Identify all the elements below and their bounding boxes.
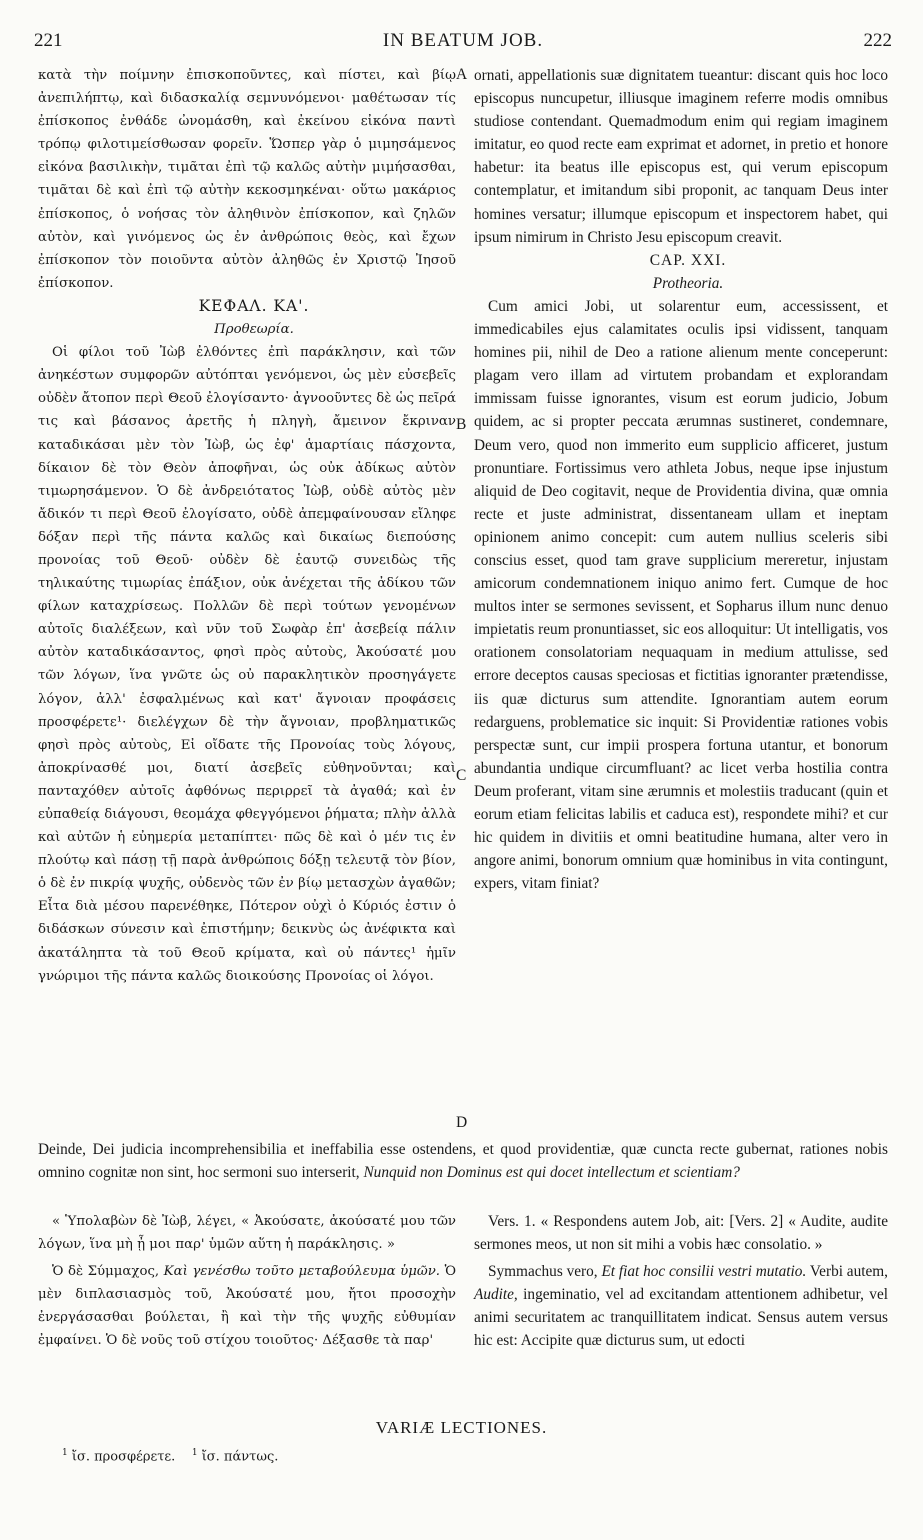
latin-symmachus-mid: Verbi autem, [806,1263,888,1281]
full-width-italic-quote: Nunquid non Dominus est qui docet intellectum et scientiam? [363,1164,740,1182]
footnote-1-text: ἴσ. προσφέρετε. [71,1449,176,1465]
margin-marker-a: A [456,66,468,83]
variae-lectiones-heading: VARIÆ LECTIONES. [375,1418,548,1437]
footnote-1-number: 1 [62,1448,68,1458]
greek-symmachus-quote: Καὶ γενέσθω τοῦτο μεταβούλευμα ὑμῶν. [163,1264,441,1280]
greek-verse-paragraph: « Ὑπολαβὼν δὲ Ἰὼβ, λέγει, « Ἀκούσατε, ἀκούσατέ μου τῶν λόγων, ἵνα μὴ ᾖ μοι παρ' ὑμῶν αὕτη ἡ παράκλησις. » [38,1214,456,1253]
latin-chapter-heading: CAP. XXI. [649,251,727,269]
running-header [34,30,892,60]
greek-chapter-subtitle: Προθεωρία. [214,322,294,338]
margin-marker-b: B [456,416,467,433]
latin-main-paragraph: Cum amici Jobi, ut solarentur eum, accessissent, et immedicabiles ejus calamitates oculis ipsi vidissent, tanquam homines pii, nihil de Deo a ratione alienum mente conceperunt: plagam vero illam ad virtutem probandam et explorandam immissam fuisse ignorantes, visum est eorum judicio, Jobum quidem, ac si propter peccata ærumnas sustineret, condemnare, Deum vero, quod non immerito eum supplicio afficeret, justum pronuntiare. Fortissimus vero athleta Jobus, neque ipse injustum aliquid de Deo cogitavit, neque de Providentia divina, quæ omnia recte et juste administrat, dissentaneam ullam et ineptam opinionem animo concepit: cum autem nullius sceleris sibi conscius esset, quod tam grave supplicium mereretur, injustam amicorum condemnationem iniquo animo fert. Cumque de hoc multos inter se sermones sevissent, et Sopharus illum nunc denuo impietatis reum pronuntiasset, sic eos alloquitur: Ut intelligatis, vos orationem consolatoriam nequaquam in medium attulisse, sed errore deceptos causas speciosas et fictitias ignoranter prætendisse, iis quæ dicturus sum attendite. Ignorantiam autem eorum redarguens, problematice sic inquit: Si Providentiæ rationes vobis perspectæ sunt, cur impii prospera fortuna utantur, et bonorum abundantia undique circumfluant? ac licet verba hostilia contra Deum proferant, vitam sine ærumnis et molestiis traducant (quin et eorum etiam felicitas labilis et caduca est), respondete mihi? et cur hic quidem in divitiis et omni beatitudine humana, alter vero in angore animi, bonorum omnium quæ hominibus in vita contingunt, expers, vitam finiat? [474,297,888,893]
greek-top-paragraph: κατὰ τὴν ποίμνην ἐπισκοποῦντες, καὶ πίστει, καὶ βίῳ ἀνεπιλήπτῳ, καὶ διδασκαλίᾳ σεμνυνόμενοι· μαθέτωσαν τίς ἐπίσκοπος ἐνθάδε ὠνομάσθη, καὶ ἐκείνου εἰκόνα παντὶ τρόπῳ φιλοτιμείσθωσαν φορεῖν. Ὥσπερ γὰρ ὁ μιμησάμενος εἰκόνα βασιλικὴν, τιμᾶται ἐπὶ τῷ καλῶς αὐτὴν μιμήσασθαι, τιμᾶται δὲ καὶ ἐπὶ τῷ αὐτὴν κεκοσμηκέναι· οὕτω μακάριος ἐπίσκοπος, ὁ νοήσας τὸν ἀληθινὸν ἐπίσκοπον, καὶ ζηλῶν αὐτὸν, καὶ γινόμενος ὡς ἐν ἀνθρώποις θεὸς, καὶ ἔχων ἐπίσκοπον τὸν ποιοῦντα αὐτὸν ἀληθῶς ἐν Χριστῷ Ἰησοῦ ἐπίσκοπον. [38,68,456,291]
running-title: IN BEATUM JOB. [382,30,544,51]
margin-marker-d: D [456,1114,468,1131]
latin-audite-word: Audite, [474,1286,518,1304]
greek-symmachus-rest: Ὁ μὲν διπλασιασμὸς τοῦ, Ἀκούσατέ μου, ἤτοι προσοχὴν ἐνεργάσασθαι βούλεται, ἢ καὶ τὴν τῆς ψυχῆς εὐθυμίαν ἐμφαίνει. Ὁ δὲ νοῦς τοῦ στίχου τοιοῦτος· Δέξασθε τὰ παρ' [38,1264,456,1349]
latin-symmachus-lead: Symmachus vero, [488,1263,602,1281]
latin-symmachus-paragraph [474,1260,888,1352]
greek-column [38,64,456,988]
full-width-latin-paragraph [38,1138,888,1184]
greek-symmachus-paragraph [38,1260,456,1352]
footnotes [62,1448,278,1464]
latin-chapter-subtitle: Protheoria. [652,274,724,292]
full-width-text: Deinde, Dei judicia incomprehensibilia et ineffabilia esse ostendens, et quod providentiæ, quæ cuncta recte gubernat, rationes nobis omnino cognitæ non sint, hoc sermoni suo interserit, [38,1141,888,1182]
greek-bottom-column [38,1210,456,1357]
latin-bottom-column [474,1210,888,1357]
latin-symmachus-rest: ingeminatio, vel ad excitandam attentionem adhibetur, vel animi securitatem ac tranquillitatem indicat. Sensus autem versus hic est: Accipite quæ dicturus sum, ut edocti [474,1286,888,1350]
latin-symmachus-quote: Et fiat hoc consilii vestri mutatio. [601,1263,807,1281]
margin-marker-c: C [456,767,467,784]
greek-symmachus-lead: Ὁ δὲ Σύμμαχος, [52,1264,164,1280]
latin-verse-paragraph: Vers. 1. « Respondens autem Job, ait: [Vers. 2] « Audite, audite sermones meos, ut non sit mihi a vobis hæc consolatio. » [474,1213,888,1254]
latin-top-paragraph: ornati, appellationis suæ dignitatem tueantur: discant quis hoc loco episcopus nuncupetur, illiusque imaginem referre modis omnibus studiose contendant. Quemadmodum enim qui regiam imaginem imitatur, eo quod recte eam exprimat et adornet, in pretio et honore habetur: ita beatus ille episcopus est, qui verum episcopum contemplatur, et imitandum sibi proponit, ac tanquam Deus inter homines versatur; illumque episcopum et inspectorem habet, qui ipsum nimirum in Christo Jesu episcopum creavit. [474,67,888,246]
page-number-right: 222 [863,30,892,51]
greek-main-paragraph: Οἱ φίλοι τοῦ Ἰὼβ ἐλθόντες ἐπὶ παράκλησιν, καὶ τῶν ἀνηκέστων συμφορῶν αὐτόπται γενόμενοι, ὡς μὲν εὐσεβεῖς οὐδὲν ἄτοπον περὶ Θεοῦ ἐλογίσαντο· ἀγνοοῦντες δὲ ὡς πεῖρά τις καὶ βάσανος ἀρετῆς ἡ πληγὴ, ἄμεινον ἔκριναν καταδικάσαι μὲν τὸν Ἰὼβ, ὡς ἐφ' ἁμαρτίαις πάσχοντα, δίκαιον δὲ τὸν Θεὸν ἀποφῆναι, ὡς οὐκ ἀδίκως αὐτὸν τιμωρησάμενον. Ὁ δὲ ἀνδρειότατος Ἰὼβ, οὐδὲ αὐτὸς μὲν ἄδικόν τι περὶ Θεοῦ ἐλογίσατο, οὐδὲ ἀπεμφαίνουσαν εἴληφε δόξαν περὶ τῆς πάντα καλῶς καὶ δικαίως διεπούσης προνοίας τοῦ Θεοῦ· οὐδὲν δὲ ἑαυτῷ συνειδὼς τῆς τηλικαύτης τιμωρίας ἐπάξιον, οὐκ ἀνέχεται τῆς ἀδίκου τῶν φίλων καταχρίσεως. Πολλῶν δὲ περὶ τούτων γενομένων αὐτοῖς διαλέξεων, καὶ νῦν τοῦ Σωφὰρ ἐπ' ἀσεβείᾳ πάλιν αὐτὸν καταδικάσαντος, φησὶ πρὸς αὐτοὺς, Ἀκούσατέ μου τῶν λόγων, ἵνα γνῶτε ὡς οὐ παρακλητικὸν προσηγάγετε λόγον, ἀλλ' ἐσφαλμένως καὶ κατ' ἄγνοιαν προφάσεις προσφέρετε¹· διελέγχων δὲ τὴν ἄγνοιαν, προβληματικῶς φησὶ πρὸς αὐτοὺς, Εἰ οἴδατε τῆς Προνοίας τοὺς λόγους, ἀποκρίνασθέ μοι, διατί ἀσεβεῖς εὐθηνοῦνται; καὶ πανταχόθεν αὐτοῖς ἀφθόνως περιρρεῖ τὰ ἀγαθά; καὶ ἐν εὐπαθείᾳ διάγουσι, θεομάχα φθεγγόμενοι ῥήματα; πλὴν ἀλλὰ καὶ αὐτῶν ἡ εὐημερία μεταπίπτει· πῶς δὲ καὶ ὁ μέν τις ἐν πλούτῳ καὶ πάσῃ τῇ παρὰ ἀνθρώποις δόξῃ τελευτᾷ τὸν βίον, ὁ δὲ ἐν πικρίᾳ ψυχῆς, οὐδενὸς τῶν ἐν βίῳ μετασχὼν ἀγαθῶν; Εἶτα διὰ μέσου παρενέθηκε, Πότερον οὐχὶ ὁ Κύριός ἐστιν ὁ διδάσκων σύνεσιν καὶ ἐπιστήμην; δεικνὺς ὡς ἀνέφικτα καὶ ἀκατάληπτα τὰ τοῦ Θεοῦ κρίματα, καὶ οὐ πάντες¹ ἡμῖν γνώριμοι τῆς πάντα καλῶς διοικούσης Προνοίας οἱ λόγοι. [38,345,456,984]
page-number-left: 221 [34,30,63,51]
greek-chapter-heading: ΚΕΦΑΛ. ΚΑ'. [198,296,310,315]
footnote-2-text: ἴσ. πάντως. [201,1449,279,1465]
latin-column [474,64,888,895]
footnote-2-number: 1 [191,1448,198,1458]
